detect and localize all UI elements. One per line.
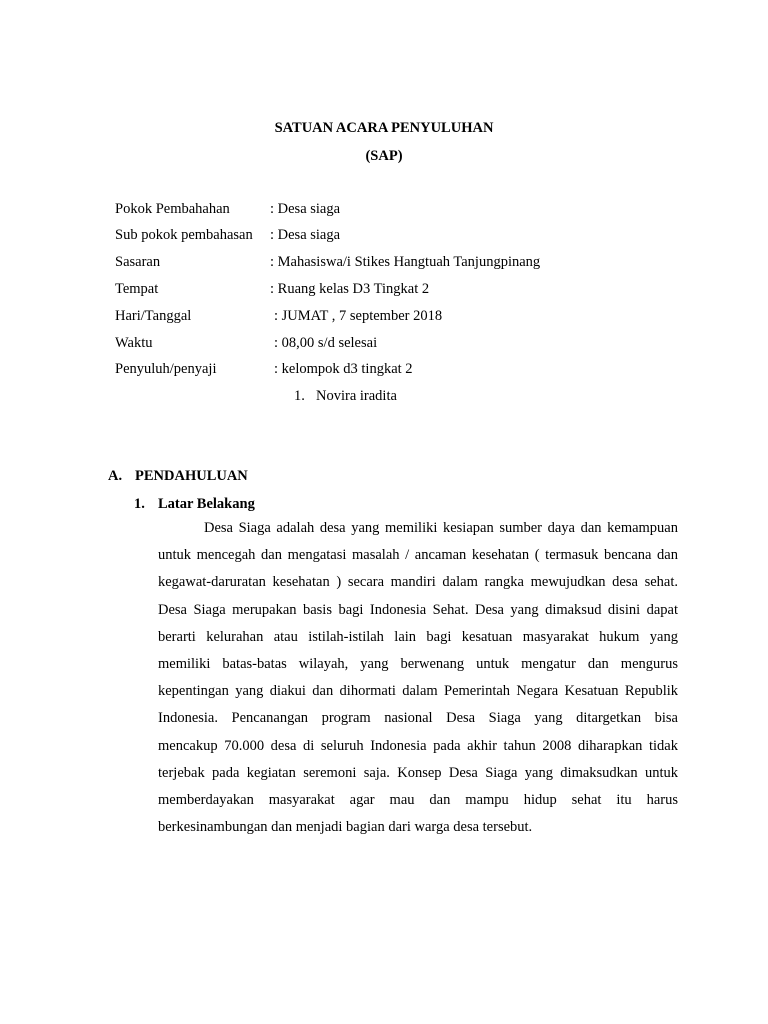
info-value: : Desa siaga	[270, 201, 341, 217]
paragraph-line: mencakup 70.000 desa di seluruh Indonesia pada akhir tahun 2008 diharapkan tidak	[158, 737, 678, 754]
paragraph-line: berarti kelurahan atau istilah-istilah lain bagi kesatuan masyarakat hukum yang	[158, 628, 678, 645]
info-label: Waktu	[115, 335, 153, 351]
paragraph-line: Desa Siaga adalah desa yang memiliki kesiapan sumber daya dan kemampuan	[204, 520, 678, 536]
section-heading-pendahuluan	[108, 466, 248, 486]
section-letter: A.	[108, 468, 123, 484]
paragraph-line: kegawat-daruratan kesehatan ) secara mandiri dalam rangka mewujudkan desa sehat.	[158, 574, 678, 591]
info-label: Sub pokok pembahasan	[115, 227, 253, 243]
info-value: : Desa siaga	[270, 227, 341, 243]
list-number: 1.	[294, 388, 305, 404]
paragraph-line: memiliki batas-batas wilayah, yang berwenang untuk mengatur dan mengurus	[158, 656, 678, 673]
info-label: Pokok Pembahahan	[115, 201, 230, 217]
info-value: : Mahasiswa/i Stikes Hangtuah Tanjungpinang	[270, 254, 541, 270]
paragraph-line: Desa Siaga merupakan basis bagi Indonesia Sehat. Desa yang dimaksud disini dapat	[158, 601, 678, 618]
document-subtitle: (SAP)	[365, 148, 403, 164]
info-value: : JUMAT , 7 september 2018	[274, 308, 443, 324]
info-value: : 08,00 s/d selesai	[274, 335, 378, 351]
paragraph-latar-belakang	[158, 515, 678, 841]
info-label: Hari/Tanggal	[115, 308, 192, 324]
paragraph-line: Indonesia. Pencanangan program nasional Desa Siaga yang ditargetkan bisa	[158, 710, 678, 727]
info-value: : Ruang kelas D3 Tingkat 2	[270, 281, 430, 297]
paragraph-line: memberdayakan masyarakat agar mau dan mampu hidup sehat itu harus	[158, 792, 678, 809]
subsection-heading-latar-belakang	[134, 494, 255, 514]
paragraph-line: terjebak pada kegiatan seremoni saja. Konsep Desa Siaga yang dimaksudkan untuk	[158, 764, 678, 781]
subsection-title: Latar Belakang	[158, 496, 255, 512]
penyuluh-member-item	[294, 386, 397, 406]
paragraph-line: kepentingan yang diakui dan dihormati dalam Pemerintah Negara Kesatuan Republik	[158, 683, 678, 700]
info-label: Tempat	[115, 281, 159, 297]
info-value: : kelompok d3 tingkat 2	[274, 361, 413, 377]
info-label: Penyuluh/penyaji	[115, 361, 217, 377]
member-name: Novira iradita	[316, 388, 397, 404]
subsection-number: 1.	[134, 496, 145, 512]
document-title: SATUAN ACARA PENYULUHAN	[274, 120, 494, 136]
info-label: Sasaran	[115, 254, 161, 270]
paragraph-line: untuk mencegah dan mengatasi masalah / ancaman kesehatan ( termasuk bencana dan	[158, 547, 678, 564]
section-title: PENDAHULUAN	[135, 468, 248, 484]
paragraph-line: berkesinambungan dan menjadi bagian dari warga desa tersebut.	[158, 819, 533, 836]
